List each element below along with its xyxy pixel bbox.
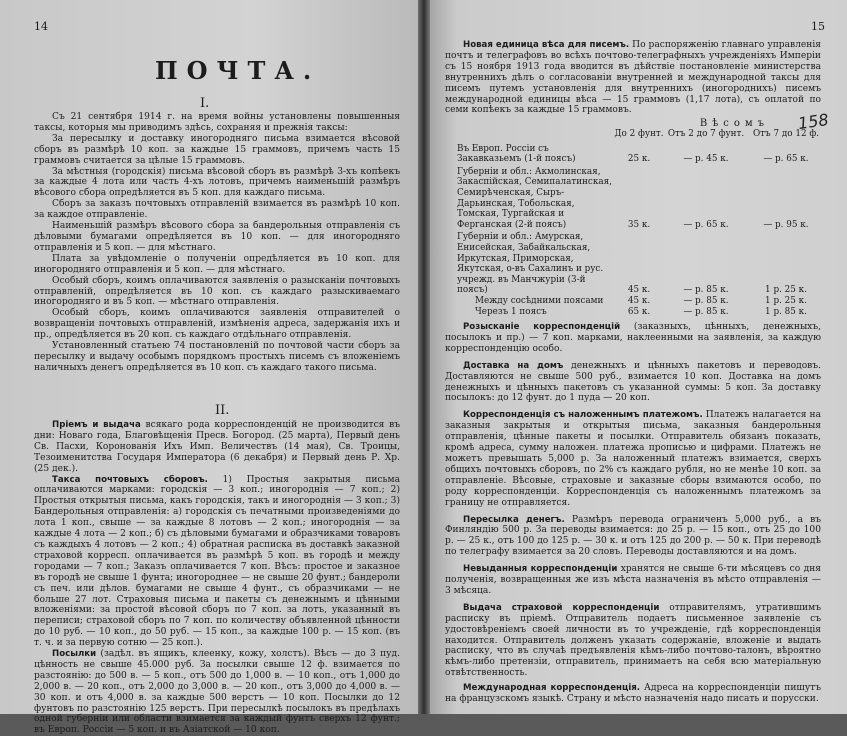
paragraph-heading: Новая единица вѣса для писемъ.	[463, 40, 630, 50]
paragraph-heading: Невыданныя корреспонденціи	[463, 564, 618, 575]
paragraph	[445, 361, 821, 405]
region-cell: Губерніи и обл.: Акмолинская, Закаспійская, Семипалатинская, Семирѣченская, Сыръ-Дарьинская, Тобольская, Томская, Тургайская и Ферганская (2-й поясъ)	[457, 166, 612, 230]
paragraph-body: По распоряженію главнаго управленія почтъ и телеграфовъ во всѣхъ почтово-телеграфныхъ учрежденіяхъ Имперіи съ 15 ноября 1913 года вводится въ дѣйствіе постановленіе министерства внутреннихъ дѣлъ о согласованіи внутренней и международной таксы для писемъ путемъ установленія для внутреннихъ (иногороднихъ) писемъ международной единицы вѣса — 15 граммовъ (1,17 лота), съ оплатой по семи копѣекъ за каждые 15 граммовъ.	[445, 40, 821, 116]
paragraph: Установленный статьею 74 постановленій по почтовой части сборъ за пересылку и выдачу особымъ порядкомъ простыхъ писемъ съ вложеніемъ наличныхъ денегъ опредѣляется въ 10 коп. съ каждаго такого письма.	[34, 341, 400, 373]
table-row	[445, 230, 825, 296]
paragraph: Наименьшій размѣръ вѣсового сбора за бандерольныя отправленія съ дѣловыми бумагами опредѣляется въ 10 коп. — для иногородняго отправленія и 5 коп. — для мѣстнаго.	[34, 221, 400, 253]
right-page-number: 15	[811, 20, 825, 33]
paragraph: За мѣстныя (городскія) письма вѣсовой сборъ въ размѣрѣ 3-хъ копѣекъ за каждые 4 лота или часть 4-хъ лотовъ, причемъ наименьшій размѣръ вѣсового сбора опредѣляется въ 5 коп. для каждаго письма.	[34, 166, 400, 199]
paragraph	[445, 683, 821, 705]
right-page	[423, 0, 847, 714]
column-header: Отъ 7 до 12 ф.	[752, 129, 820, 139]
region-cell: Губерніи и обл.: Амурская, Енисейская, Забайкальская, Иркутская, Приморская, Якутская, о-въ Сахалинъ и рус. учрежд. въ Манчжуріи (3-й поясъ)	[457, 232, 604, 296]
rate-cell: 25 к.	[627, 154, 651, 165]
paragraph	[445, 40, 821, 116]
paragraph	[445, 410, 821, 508]
rate-cell: — р. 65 к.	[763, 154, 809, 165]
rate-cell: 1 р. 25 к.	[765, 285, 807, 296]
paragraph	[445, 515, 821, 559]
handwritten-number: 158	[797, 109, 831, 134]
paragraph: Особый сборъ, коимъ оплачиваются заявленія отправителей о возвращеніи почтовыхъ отправленій, измѣненія адреса, задержанія ихъ и пр., опредѣляется въ 20 коп. съ каждаго отдѣльнаго отправленія.	[34, 308, 400, 341]
book-gutter	[418, 0, 430, 714]
paragraph	[34, 420, 400, 475]
paragraph: Особый сборъ, коимъ оплачиваются заявленія о разысканіи почтовыхъ отправленій, опредѣляется въ 10 коп. съ каждаго разыскиваемаго иногородняго и въ 5 коп. — мѣстнаго отправленія.	[34, 275, 400, 308]
paragraph-heading: Пріемъ и выдача	[52, 420, 141, 430]
left-page-number: 14	[34, 20, 48, 33]
paragraph-heading: Такса почтовыхъ сборовъ.	[52, 474, 208, 485]
paragraph	[445, 564, 821, 597]
paragraph-body: хранятся не свыше 6-ти мѣсяцевъ со дня полученія, возвращенныя же изъ мѣста назначенія въ мѣсто отправленія — 3 мѣсяца.	[445, 564, 821, 596]
paragraph-heading: Доставка на домъ	[463, 360, 564, 371]
rate-cell: 35 к.	[627, 219, 651, 230]
paragraph: За пересылку и доставку иногородняго письма взимается вѣсовой сборъ въ размѣрѣ 10 коп. за каждые 15 граммовъ, причемъ часть 15 граммовъ считается за цѣлые 15 граммовъ.	[34, 133, 400, 166]
paragraph-heading: Выдача страховой корреспонденціи	[463, 602, 660, 613]
section-numeral-1: I.	[200, 96, 210, 111]
section-numeral-2: II.	[215, 403, 230, 418]
region-cell: Въ Европ. Россіи съ Закавказьемъ (1-й поясъ)	[457, 143, 576, 165]
paragraph-body: Адреса на корреспонденціи пишутъ на французскомъ языкѣ. Страну и мѣсто назначенія надо писать и порусски.	[445, 683, 821, 705]
weight-table-heading: Вѣсомъ	[699, 118, 769, 129]
paragraph: Съ 21 сентября 1914 г. на время войны установлены повышенныя таксы, которыя мы приводимъ здѣсь, сохраняя и прежнія таксы:	[34, 112, 400, 133]
paragraph-heading: Посылки	[52, 649, 97, 660]
rate-cell: — р. 45 к.	[683, 154, 729, 165]
table-header-row	[445, 129, 825, 140]
weight-table	[445, 129, 825, 317]
paragraph	[34, 475, 400, 650]
paragraph	[445, 603, 821, 679]
rate-cell: 1 р. 25 к.	[765, 295, 807, 306]
right-page-text	[445, 322, 821, 705]
table-row	[445, 296, 825, 307]
page-title: ПОЧТА.	[155, 56, 321, 85]
left-page	[0, 0, 423, 736]
rate-cell: — р. 85 к.	[683, 285, 729, 296]
paragraph-body: отправителямъ, утратившимъ расписку въ пріемѣ. Отправитель подаетъ письменное заявленіе съ удостовѣреніемъ своей личности въ то учрежденіе, гдѣ корреспонденція находится. Отправитель долженъ указать содержаніе, вложеніе и выдать расписку, что въ случаѣ предъявленія кѣмъ-либо почтово-талонъ, вѣроятно кѣмъ-либо претензіи, отправитель, принимаетъ на себя всю матеріальную отвѣтственность.	[445, 602, 821, 679]
paragraph-body: 1) Простыя закрытыя письма оплачиваются марками: городскія — 3 коп.; иногороднія — 7 коп.; 2) Простыя открытыя письма, какъ городскія, такъ и иногороднія — 3 коп.; 3) Бандерольныя отправленія: а) городскія съ печатными произведеніями до лота 1 коп., свыше — за каждые 8 лотовъ — 2 коп.; иногороднія — за каждые 4 лота — 2 коп.; б) съ дѣловыми бумагами и образчиками товаровъ съ каждыхъ 4 лотовъ — 2 коп.; 4) обратная расписка въ доставкѣ заказной страховой корресп. оплачивается въ размѣрѣ 5 коп. въ городѣ и между городами — 7 коп.; Заказъ оплачивается 7 коп. Вѣсъ: простое и заказное въ городѣ не свыше 1 фунта; иногороднее — не свыше 20 фунт.; бандероли съ печ. или дѣлов. бумагами не свыше 4 фунт., съ образчиками — не больше 27 лот. Страховыя письма и пакеты съ денежнымъ и цѣнными вложеніями: за простой вѣсовой сборъ по 7 коп. за лотъ, указанный въ переписи; страховой сборъ по 7 коп. по количеству объявленной цѣнности до 10 руб. — 10 коп., до 50 руб. — 15 коп., за каждые 100 р. — 15 коп. (въ т. ч. и за первую сотню — 25 коп.).	[34, 474, 400, 649]
weight-unit-text	[445, 40, 821, 116]
paragraph: Сборъ за заказъ почтовыхъ отправленій взимается въ размѣрѣ 10 коп. за каждое отправленіе.	[34, 199, 400, 221]
section-1-text	[34, 112, 400, 374]
paragraph-body: всякаго рода корреспонденцій не производится въ дни: Новаго года, Благовѣщенія Пресв. Богород. (25 марта), Первый день Св. Пасхи, Коронованія Ихъ Имп. Величествъ (14 мая), Св. Троицы, Тезоименитства Государя Императора (6 декабря) и Первый день Р. Хр. (25 дек.).	[34, 420, 400, 474]
table-row	[445, 165, 825, 231]
paragraph	[445, 322, 821, 355]
paragraph-body: (заказныхъ, цѣнныхъ, денежныхъ, посылокъ и пр.) — 7 коп. марками, наклеенными на заявленія, за каждую корреспонденцію особо.	[445, 322, 821, 354]
paragraph-body: Платежъ налагается на заказныя закрытыя и открытыя письма, заказныя бандерольныя отправленія, цѣнные пакеты и посылки. Отправитель обязанъ показать, кромѣ адреса, сумму наложен. платежа прописью и цифрами. Платежъ не можетъ превышать 5,000 р. За наложенный платежъ взимается, сверхъ общихъ почтовыхъ сборовъ, по 2% съ каждаго рубля, но не менѣе 10 коп. за отправленіе. Вѣсовые, страховые и заказные сборы взимаются особо, по роду корреспонденціи. Корреспонденція съ наложеннымъ платежомъ за границу не отправляется.	[445, 410, 821, 508]
section-2-text	[34, 420, 400, 736]
paragraph: Плата за увѣдомленіе о полученіи опредѣляется въ 10 коп. для иногородняго отправленія и 5 коп. — для мѣстнаго.	[34, 253, 400, 275]
rate-cell: — р. 85 к.	[683, 295, 729, 306]
paragraph-heading: Розысканіе корреспонденцій	[463, 322, 621, 332]
rate-cell: 45 к.	[627, 295, 651, 306]
column-header: Отъ 2 до 7 фунт.	[667, 129, 745, 139]
rate-cell: 1 р. 85 к.	[765, 306, 807, 317]
column-header: До 2 фунт.	[614, 129, 664, 139]
paragraph-heading: Корреспонденція съ наложеннымъ платежомъ.	[463, 410, 703, 421]
rate-cell: — р. 85 к.	[683, 306, 729, 317]
paragraph-heading: Пересылка денегъ.	[463, 514, 565, 525]
weight-table-block	[445, 118, 825, 317]
rate-cell: 45 к.	[627, 285, 651, 296]
paragraph-body: (задѣл. въ ящикъ, клеенку, кожу, холстъ). Вѣсъ — до 3 пуд. цѣнность не свыше 45.000 руб. За посылки свыше 12 ф. взимается по разстоянію: до 500 в. — 5 коп., отъ 500 до 1,000 в. — 10 коп., отъ 1,000 до 2,000 в. — 20 коп., отъ 2,000 до 3,000 в. — 20 коп., отъ 3,000 до 4,000 в. — 30 коп. и отъ 4,000 в. за каждые 500 верстъ — 10 коп. Посылки до 12 фунтовъ по разстоянію 125 верстъ. При пересылкѣ посылокъ въ предѣлахъ одной губерніи или области взимается за каждый фунтъ сверхъ 12 фунт.; въ Европ. Россіи — 5 коп. и въ Азіатской — 10 коп.	[34, 649, 400, 736]
paragraph-body: Размѣръ перевода ограниченъ 5,000 руб., а въ Финляндію 500 р. За переводы взимается: до 25 р. — 15 коп., отъ 25 до 100 р. — 25 к., отъ 100 до 125 р. — 30 к. и отъ 125 до 200 р. — 50 к. При переводѣ по телеграфу взимается за 20 словъ. Переводы доставляются и на домъ.	[445, 514, 821, 558]
table-row	[445, 140, 825, 165]
paragraph	[34, 649, 400, 736]
rate-cell: — р. 65 к.	[683, 219, 729, 230]
rate-cell: 65 к.	[627, 306, 651, 317]
region-cell: Между сосѣдними поясами	[475, 295, 604, 306]
paragraph-body: денежныхъ и цѣнныхъ пакетовъ и переводовъ. Доставляются не свыше 500 руб., взимается 10 коп. Доставка на домъ денежныхъ и цѣнныхъ пакетовъ съ указанной суммы: 5 коп. За доставку посылокъ: до 12 фунт. до 1 пуда — 20 коп.	[445, 360, 821, 404]
table-row	[445, 307, 825, 318]
region-cell: Черезъ 1 поясъ	[475, 306, 547, 317]
paragraph-heading: Международная корреспонденція.	[463, 683, 641, 694]
rate-cell: — р. 95 к.	[763, 219, 809, 230]
